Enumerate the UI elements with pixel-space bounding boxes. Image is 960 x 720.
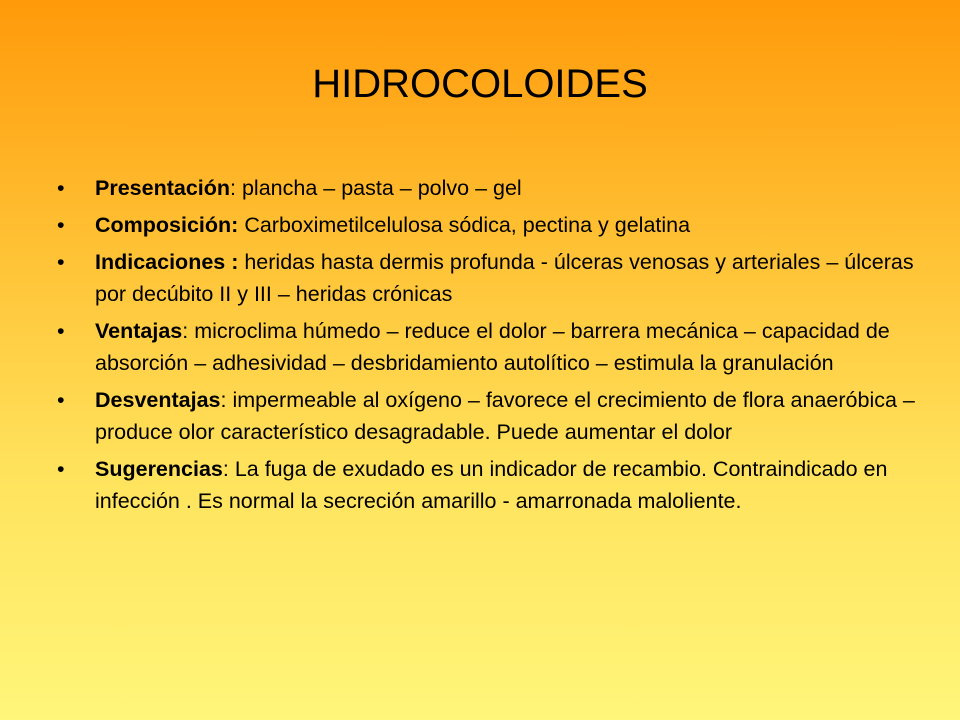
bullet-icon: • (57, 250, 65, 274)
bullet-item-presentacion (57, 172, 917, 204)
bullet-icon: • (57, 176, 65, 200)
bullet-item-ventajas (57, 315, 917, 379)
bullet-icon: • (57, 388, 65, 412)
bullet-text: Carboximetilcelulosa sódica, pectina y gelatina (238, 213, 691, 237)
bullet-term: Desventajas (95, 388, 221, 412)
bullet-text: : microclima húmedo – reduce el dolor – barrera mecánica – capacidad de absorción – adhesividad – desbridamiento autolítico – estimula la granulación (95, 319, 890, 375)
bullet-item-desventajas (57, 384, 917, 448)
bullet-term: Composición: (95, 213, 239, 237)
bullet-item-indicaciones (57, 246, 917, 310)
bullet-text: : plancha – pasta – polvo – gel (230, 176, 522, 200)
bullet-text: : La fuga de exudado es un indicador de recambio. Contraindicado en infección . Es normal la secreción amarillo - amarronada maloliente. (95, 457, 888, 513)
bullet-icon: • (57, 457, 65, 481)
bullet-list (57, 172, 917, 522)
bullet-item-composicion (57, 209, 917, 241)
bullet-icon: • (57, 319, 65, 343)
bullet-term: Sugerencias (95, 457, 223, 481)
bullet-item-sugerencias (57, 453, 917, 517)
bullet-term: Presentación (95, 176, 231, 200)
bullet-icon: • (57, 213, 65, 237)
bullet-text: heridas hasta dermis profunda - úlceras venosas y arteriales – úlceras por decúbito II y III – heridas crónicas (95, 250, 914, 306)
bullet-term: Indicaciones : (95, 250, 239, 274)
bullet-text: : impermeable al oxígeno – favorece el crecimiento de flora anaeróbica – produce olor característico desagradable. Puede aumentar el dolor (95, 388, 915, 444)
slide-title: HIDROCOLOIDES (312, 62, 648, 106)
bullet-term: Ventajas (95, 319, 183, 343)
